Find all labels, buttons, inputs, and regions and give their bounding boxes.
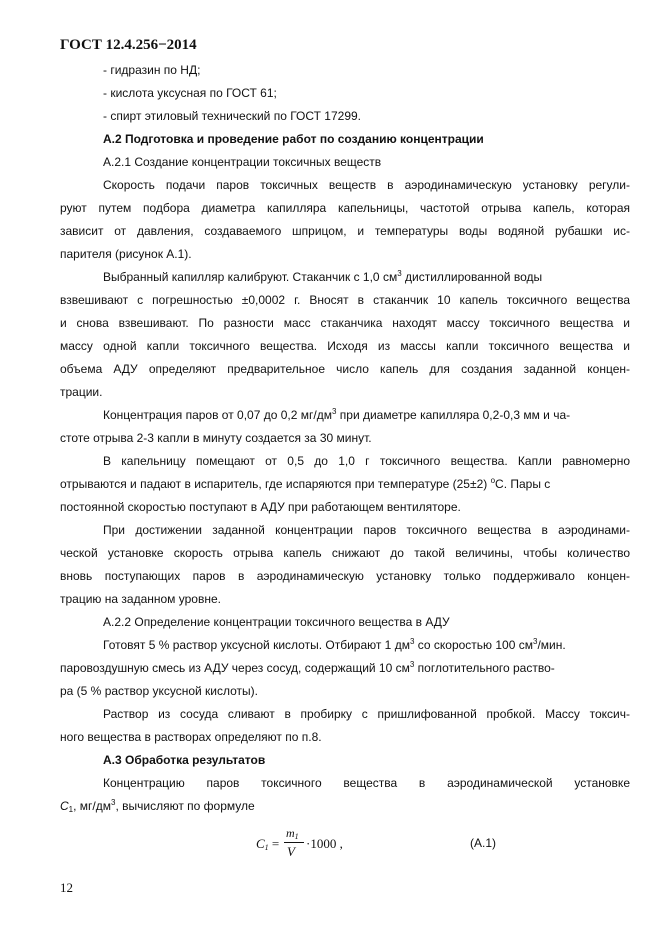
formula-symbol: m [286,826,295,840]
paragraph-line [60,476,550,492]
text-run: при диаметре капилляра 0,2-0,3 мм и ча- [336,408,571,422]
equation-number: (А.1) [470,836,497,850]
paragraph-line: трацию на заданном уровне. [60,592,221,606]
subsection-heading: А.2.2 Определение концентрации токсичного вещества в АДУ [103,615,450,629]
superscript: 3 [409,660,415,669]
formula-multiplier: ·1000 , [306,836,343,851]
text-run: отрываются и падают в испаритель, где испаряются при температуре (25±2) [60,477,491,491]
paragraph-line: Концентрацию паров токсичного вещества в аэродинамической установке [103,776,630,790]
formula-subscript: 1 [294,832,299,841]
paragraph-line: руют путем подбора диаметра капилляра капельницы, частотой отрыва капель, которая [60,201,630,215]
paragraph-line: ного вещества в растворах определяют по п.8. [60,730,322,744]
formula [256,826,376,864]
text-run: Концентрация паров от 0,07 до 0,2 мг/дм [103,408,332,422]
text-run: С. Пары с [495,477,551,491]
subsection-heading: А.2.1 Создание концентрации токсичных веществ [103,155,382,169]
text-run: Выбранный капилляр калибруют. Стаканчик с 1,0 см [103,270,398,284]
text-run: со скоростью 100 см [414,638,533,652]
paragraph-line: При достижении заданной концентрации паров токсичного вещества в аэродинами- [103,523,630,537]
paragraph-line: и снова взвешивают. По разности масс стаканчика находят массу токсичного вещества и [60,316,630,330]
text-run: /мин. [537,638,566,652]
paragraph-line [103,637,566,653]
paragraph-line [103,407,570,423]
paragraph-line: ра (5 % раствор уксусной кислоты). [60,684,258,698]
formula-equals: = [268,836,280,851]
symbol-c: C [60,799,69,813]
page-number: 12 [60,880,73,895]
paragraph-line: Скорость подачи паров токсичных веществ в аэродинамическую установку регули- [103,178,630,192]
paragraph-line: стоте отрыва 2-3 капли в минуту создается за 30 минут. [60,431,372,445]
superscript: 3 [397,269,402,278]
text-run: дистиллированной воды [401,270,543,284]
paragraph-line: В капельницу помещают от 0,5 до 1,0 г токсичного вещества. Капли равномерно [103,454,630,468]
paragraph-line: вновь поступающих паров в аэродинамическую установку только поддерживало концен- [60,569,630,583]
paragraph-line: парителя (рисунок А.1). [60,247,192,261]
paragraph-line: массу одной капли токсичного вещества. Исходя из массы капли токсичного вещества и [60,339,630,353]
text-run: , мг/дм [73,799,112,813]
superscript: 3 [331,407,337,416]
list-item: - гидразин по НД; [103,63,201,77]
text-run: , вычисляют по формуле [115,799,255,813]
text-run: поглотительного раство- [414,661,555,675]
paragraph-line [103,269,630,285]
formula-denominator: V [287,844,295,859]
paragraph-line [60,798,255,814]
superscript: 3 [409,637,415,646]
formula-symbol: C [256,836,265,851]
superscript: о [490,476,496,485]
paragraph-line: ческой установке скорость отрыва капель снижают до такой величины, чтобы количество [60,546,630,560]
paragraph-line: Раствор из сосуда сливают в пробирку с пришлифованной пробкой. Массу токсич- [103,707,630,721]
list-item: - спирт этиловый технический по ГОСТ 17299. [103,109,361,123]
section-heading: А.3 Обработка результатов [103,753,266,767]
paragraph-line: зависит от давления, создаваемого шприцом, и температуры воды водяной рубашки ис- [60,224,630,238]
subscript: 1 [68,805,74,814]
paragraph-line: взвешивают с погрешностью ±0,0002 г. Вносят в стаканчик 10 капель токсичного вещества [60,293,630,307]
superscript: 3 [532,637,538,646]
paragraph-line [60,660,555,676]
fraction-bar [284,842,304,843]
text-run: паровоздушную смесь из АДУ через сосуд, содержащий 10 см [60,661,410,675]
text-run: Готовят 5 % раствор уксусной кислоты. Отбирают 1 дм [103,638,410,652]
section-heading: А.2 Подготовка и проведение работ по созданию концентрации [103,132,484,146]
document-header: ГОСТ 12.4.256−2014 [60,37,197,53]
paragraph-line: постоянной скоростью поступают в АДУ при работающем вентиляторе. [60,500,461,514]
superscript: 3 [111,798,116,807]
formula-numerator [286,826,299,841]
formula-subscript: 1 [264,843,269,852]
list-item: - кислота уксусная по ГОСТ 61; [103,86,277,100]
paragraph-line: трации. [60,385,103,399]
paragraph-line: объема АДУ определяют предварительное число капель для создания заданной концен- [60,362,630,376]
formula-lhs [256,836,279,852]
